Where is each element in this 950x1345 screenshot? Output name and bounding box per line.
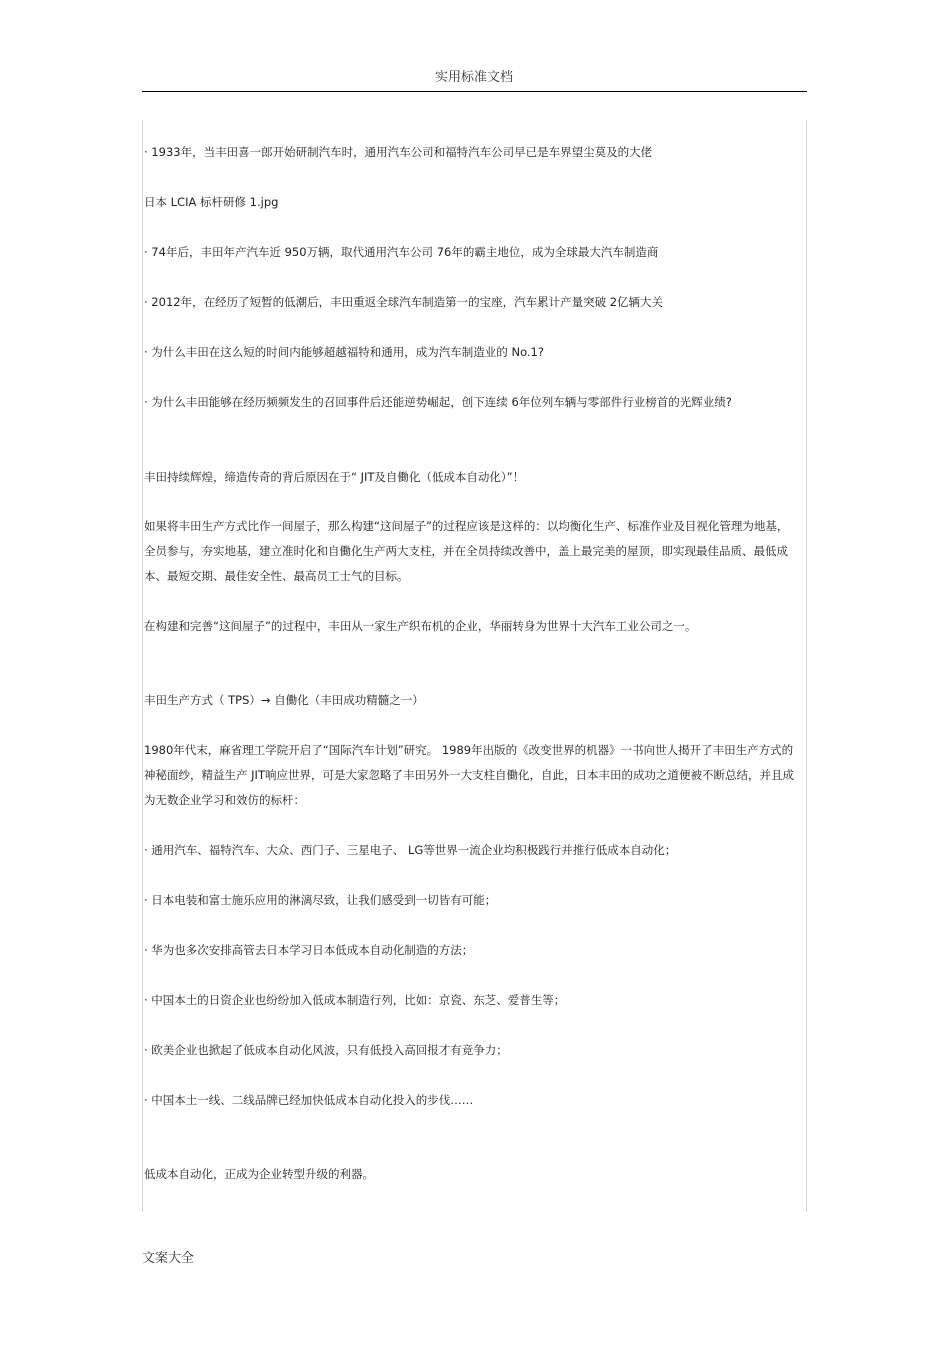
image-caption: 日本 LCIA 标杆研修 1.jpg (144, 195, 279, 209)
bullet-paragraph: · 74年后，丰田年产汽车近 950万辆，取代通用汽车公司 76年的霸主地位，成为全球最大汽车制造商 (144, 245, 659, 259)
header-rule (142, 91, 807, 92)
bullet-paragraph: · 欧美企业也掀起了低成本自动化风波，只有低投入高回报才有竞争力； (144, 1043, 508, 1057)
section-heading: 丰田生产方式（ TPS）→ 自働化（丰田成功精髓之一） (144, 693, 424, 707)
bullet-paragraph: · 1933年，当丰田喜一郎开始研制汽车时，通用汽车公司和福特汽车公司早已是车界望尘莫及的大佬 (144, 145, 653, 159)
page-header-title: 实用标准文档 (434, 70, 513, 85)
bullet-paragraph: · 中国本土的日资企业也纷纷加入低成本制造行列，比如：京瓷、东芝、爱普生等； (144, 993, 566, 1007)
bullet-paragraph: · 2012年，在经历了短暂的低潮后，丰田重返全球汽车制造第一的宝座，汽车累计产量突破 2亿辆大关 (144, 295, 664, 309)
bullet-paragraph: · 为什么丰田能够在经历频频发生的召回事件后还能逆势崛起，创下连续 6年位列车辆与零部件行业榜首的光辉业绩? (144, 395, 732, 409)
paragraph: 丰田持续辉煌，缔造传奇的背后原因在于“ JIT及自働化（低成本自动化）”！ (144, 470, 525, 484)
bullet-paragraph: · 中国本土一线、二线品牌已经加快低成本自动化投入的步伐…… (144, 1093, 474, 1107)
paragraph: 1980年代末，麻省理工学院开启了“国际汽车计划”研究。 1989年出版的《改变世界的机器》一书向世人揭开了丰田生产方式的神秘面纱，精益生产 JIT响应世界，可是大家忽略了丰田另外一大支柱自働化，自此，日本丰田的成功之道便被不断总结，并且成为无数企业学习和效仿的标杆： (144, 743, 794, 807)
page-footer-text: 文案大全 (142, 1251, 195, 1266)
paragraph: 在构建和完善“这间屋子”的过程中，丰田从一家生产织布机的企业，华丽转身为世界十大汽车工业公司之一。 (144, 619, 697, 633)
paragraph: 低成本自动化，正成为企业转型升级的利器。 (144, 1167, 374, 1181)
right-border-line (806, 120, 807, 1212)
bullet-paragraph: · 为什么丰田在这么短的时间内能够超越福特和通用，成为汽车制造业的 No.1? (144, 345, 544, 359)
bullet-paragraph: · 通用汽车、福特汽车、大众、西门子、三星电子、 LG等世界一流企业均积极践行并推行低成本自动化； (144, 843, 677, 857)
left-border-line (142, 120, 143, 1212)
bullet-paragraph: · 华为也多次安排高管去日本学习日本低成本自动化制造的方法； (144, 943, 474, 957)
paragraph: 如果将丰田生产方式比作一间屋子，那么构建“这间屋子”的过程应该是这样的：以均衡化生产、标准作业及目视化管理为地基，全员参与，夯实地基，建立准时化和自働化生产两大支柱，并在全员持续改善中，盖上最完美的屋顶，即实现最佳品质、最低成本、最短交期、最佳安全性、最高员工士气的目标。 (144, 519, 789, 583)
bullet-paragraph: · 日本电装和富士施乐应用的淋漓尽致，让我们感受到一切皆有可能； (144, 893, 497, 907)
